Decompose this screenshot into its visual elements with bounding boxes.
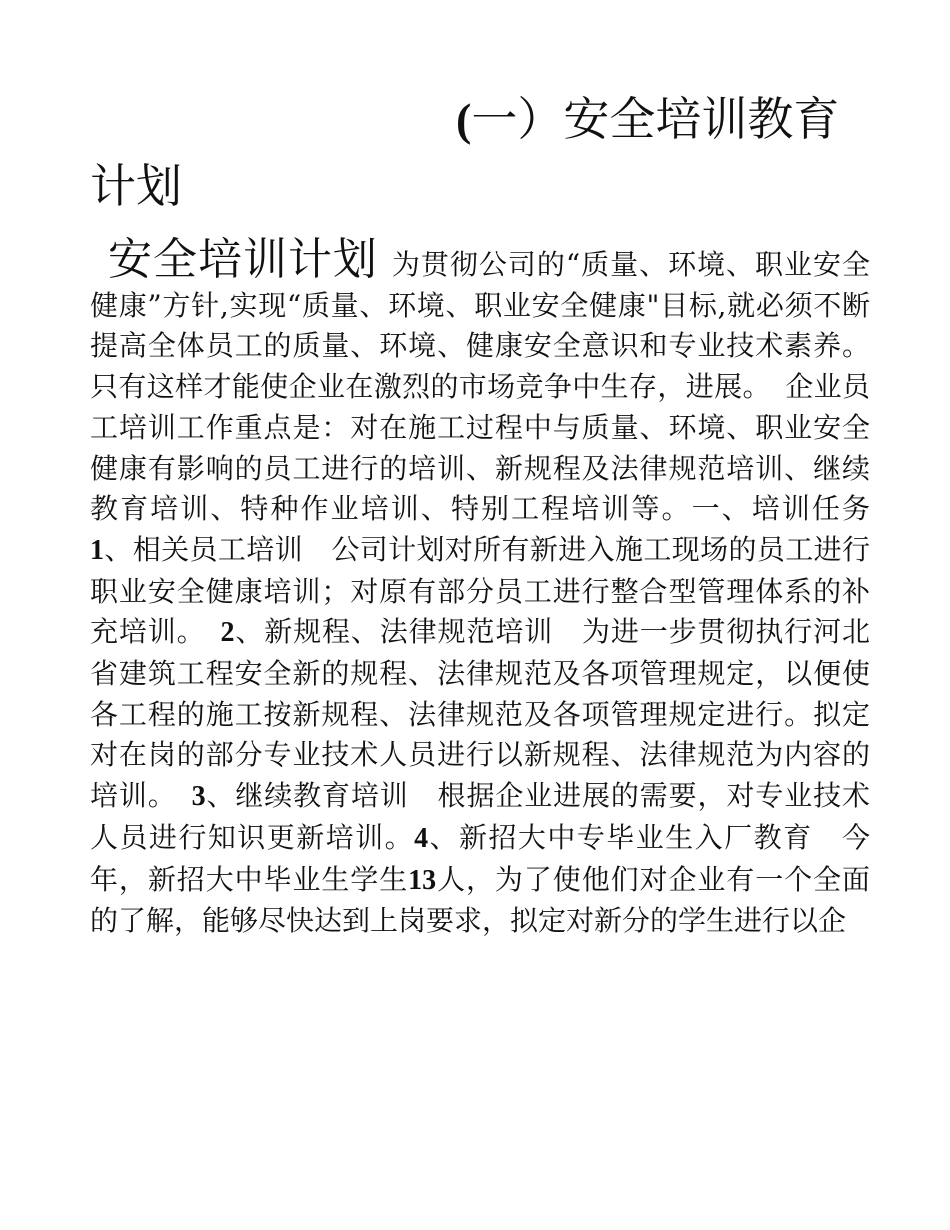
- title-paren: (: [456, 94, 472, 145]
- section-heading: 安全培训计划: [108, 234, 378, 285]
- intro-text: 为贯彻公司的“质量、环境、职业安全健康”方针,实现“质量、环境、职业安全健康"目标,就必须不断提高全体员工的质量、环境、健康安全意识和专业技术素养。只有这样才能使企业在激烈的市场竞争中生存，进展。 企业员工培训工作重点是：对在施工过程中与质量、环境、职业安全健康有影响的员工进行的培训、新规程及法律规范培训、继续教育培训、特种作业培训、特别工程培训等。: [90, 248, 870, 526]
- item2-text: 、新规程、法律规范培训 为进一步贯彻执行河北省建筑工程安全新的规程、法律规范及各项管理规定，以便使各工程的施工按新规程、法律规范及各项管理规定进行。拟定对在岗的部分专业技术人员进行以新规程、法律规范为内容的培训。: [90, 615, 870, 813]
- item3-text: 、继续教育培训 根据企业进展的需要，对专业技术人员进行知识更新培训。: [90, 779, 870, 854]
- title-text: 一）安全培训教育计划: [90, 92, 840, 213]
- item1-text: 、相关员工培训 公司计划对所有新进入施工现场的员工进行职业安全健康培训；对原有部分员工进行整合型管理体系的补充培训。: [90, 532, 870, 649]
- item1-number: 1: [90, 534, 104, 566]
- body-paragraph: [90, 234, 898, 942]
- item3-number: 3: [191, 781, 206, 813]
- item4-text-a: 、新招大中专毕业生入厂教育 今年，新招大中毕业生学生: [90, 820, 870, 896]
- item4-text-b: 人，为了使他们对企业有一个全面的了解，能够尽快达到上岗要求，拟定对新分的学生进行以企: [90, 862, 870, 938]
- document-title: [90, 86, 870, 219]
- item2-number: 2: [220, 617, 235, 649]
- task-label: 一、培训任务: [691, 492, 898, 526]
- item4-count: 13: [408, 864, 437, 896]
- item4-number: 4: [414, 822, 429, 854]
